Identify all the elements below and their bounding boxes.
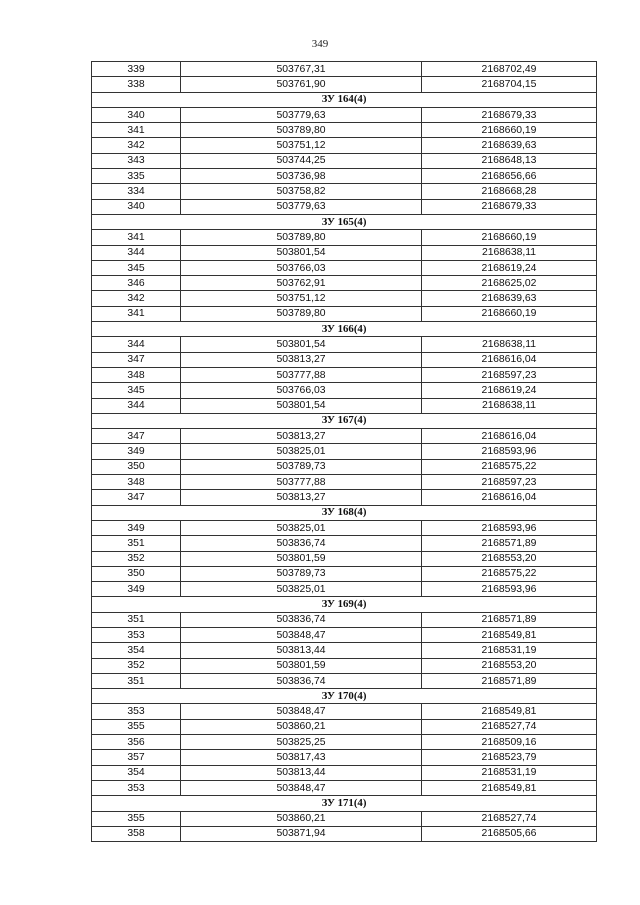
x-coordinate-cell: 503817,43: [181, 750, 422, 765]
table-row: [92, 735, 597, 750]
table-row: [92, 643, 597, 658]
y-coordinate-cell: 2168593,96: [422, 520, 597, 535]
table-row: [92, 383, 597, 398]
point-number-cell: 341: [92, 306, 181, 321]
section-header-row: [92, 322, 597, 337]
y-coordinate-cell: 2168593,96: [422, 444, 597, 459]
point-number-cell: 357: [92, 750, 181, 765]
x-coordinate-cell: 503801,54: [181, 337, 422, 352]
y-coordinate-cell: 2168660,19: [422, 230, 597, 245]
x-coordinate-cell: 503813,27: [181, 429, 422, 444]
y-coordinate-cell: 2168648,13: [422, 153, 597, 168]
section-header-label: ЗУ 169(4): [92, 597, 597, 612]
x-coordinate-cell: 503789,80: [181, 306, 422, 321]
table-row: [92, 306, 597, 321]
point-number-cell: 338: [92, 77, 181, 92]
x-coordinate-cell: 503848,47: [181, 780, 422, 795]
y-coordinate-cell: 2168505,66: [422, 826, 597, 841]
y-coordinate-cell: 2168575,22: [422, 566, 597, 581]
table-row: [92, 826, 597, 841]
point-number-cell: 334: [92, 184, 181, 199]
point-number-cell: 341: [92, 123, 181, 138]
y-coordinate-cell: 2168571,89: [422, 536, 597, 551]
table-row: [92, 276, 597, 291]
table-row: [92, 566, 597, 581]
x-coordinate-cell: 503744,25: [181, 153, 422, 168]
point-number-cell: 349: [92, 444, 181, 459]
table-row: [92, 459, 597, 474]
point-number-cell: 342: [92, 291, 181, 306]
section-header-label: ЗУ 168(4): [92, 505, 597, 520]
y-coordinate-cell: 2168549,81: [422, 780, 597, 795]
table-row: [92, 551, 597, 566]
point-number-cell: 345: [92, 260, 181, 275]
table-row: [92, 138, 597, 153]
x-coordinate-cell: 503813,44: [181, 765, 422, 780]
x-coordinate-cell: 503766,03: [181, 383, 422, 398]
table-row: [92, 352, 597, 367]
y-coordinate-cell: 2168656,66: [422, 169, 597, 184]
section-header-label: ЗУ 167(4): [92, 413, 597, 428]
y-coordinate-cell: 2168616,04: [422, 490, 597, 505]
point-number-cell: 349: [92, 520, 181, 535]
x-coordinate-cell: 503758,82: [181, 184, 422, 199]
table-row: [92, 719, 597, 734]
y-coordinate-cell: 2168571,89: [422, 673, 597, 688]
y-coordinate-cell: 2168531,19: [422, 765, 597, 780]
y-coordinate-cell: 2168593,96: [422, 582, 597, 597]
table-row: [92, 260, 597, 275]
table-row: [92, 536, 597, 551]
point-number-cell: 351: [92, 673, 181, 688]
table-row: [92, 582, 597, 597]
x-coordinate-cell: 503779,63: [181, 199, 422, 214]
point-number-cell: 352: [92, 551, 181, 566]
y-coordinate-cell: 2168571,89: [422, 612, 597, 627]
coordinates-table-body: [92, 62, 597, 842]
point-number-cell: 347: [92, 429, 181, 444]
point-number-cell: 354: [92, 643, 181, 658]
point-number-cell: 356: [92, 735, 181, 750]
table-row: [92, 169, 597, 184]
point-number-cell: 344: [92, 337, 181, 352]
table-row: [92, 398, 597, 413]
point-number-cell: 353: [92, 780, 181, 795]
y-coordinate-cell: 2168549,81: [422, 627, 597, 642]
x-coordinate-cell: 503825,01: [181, 520, 422, 535]
section-header-label: ЗУ 166(4): [92, 322, 597, 337]
y-coordinate-cell: 2168638,11: [422, 337, 597, 352]
y-coordinate-cell: 2168616,04: [422, 429, 597, 444]
x-coordinate-cell: 503813,44: [181, 643, 422, 658]
point-number-cell: 345: [92, 383, 181, 398]
y-coordinate-cell: 2168704,15: [422, 77, 597, 92]
x-coordinate-cell: 503751,12: [181, 291, 422, 306]
y-coordinate-cell: 2168527,74: [422, 811, 597, 826]
x-coordinate-cell: 503789,80: [181, 230, 422, 245]
x-coordinate-cell: 503751,12: [181, 138, 422, 153]
point-number-cell: 351: [92, 612, 181, 627]
x-coordinate-cell: 503761,90: [181, 77, 422, 92]
point-number-cell: 344: [92, 398, 181, 413]
y-coordinate-cell: 2168625,02: [422, 276, 597, 291]
table-row: [92, 107, 597, 122]
point-number-cell: 355: [92, 811, 181, 826]
table-row: [92, 291, 597, 306]
table-row: [92, 367, 597, 382]
point-number-cell: 352: [92, 658, 181, 673]
point-number-cell: 354: [92, 765, 181, 780]
x-coordinate-cell: 503825,01: [181, 444, 422, 459]
table-row: [92, 627, 597, 642]
table-row: [92, 750, 597, 765]
y-coordinate-cell: 2168616,04: [422, 352, 597, 367]
point-number-cell: 351: [92, 536, 181, 551]
section-header-row: [92, 689, 597, 704]
table-row: [92, 612, 597, 627]
y-coordinate-cell: 2168639,63: [422, 291, 597, 306]
point-number-cell: 340: [92, 107, 181, 122]
x-coordinate-cell: 503825,01: [181, 582, 422, 597]
x-coordinate-cell: 503848,47: [181, 627, 422, 642]
section-header-label: ЗУ 170(4): [92, 689, 597, 704]
coordinates-table: [91, 61, 597, 842]
point-number-cell: 350: [92, 459, 181, 474]
section-header-label: ЗУ 165(4): [92, 214, 597, 229]
point-number-cell: 348: [92, 367, 181, 382]
x-coordinate-cell: 503825,25: [181, 735, 422, 750]
point-number-cell: 355: [92, 719, 181, 734]
table-row: [92, 658, 597, 673]
x-coordinate-cell: 503779,63: [181, 107, 422, 122]
y-coordinate-cell: 2168668,28: [422, 184, 597, 199]
x-coordinate-cell: 503836,74: [181, 612, 422, 627]
table-row: [92, 765, 597, 780]
x-coordinate-cell: 503777,88: [181, 367, 422, 382]
x-coordinate-cell: 503860,21: [181, 811, 422, 826]
y-coordinate-cell: 2168619,24: [422, 260, 597, 275]
table-row: [92, 153, 597, 168]
y-coordinate-cell: 2168679,33: [422, 107, 597, 122]
point-number-cell: 350: [92, 566, 181, 581]
point-number-cell: 353: [92, 627, 181, 642]
table-row: [92, 184, 597, 199]
y-coordinate-cell: 2168527,74: [422, 719, 597, 734]
x-coordinate-cell: 503767,31: [181, 62, 422, 77]
section-header-label: ЗУ 164(4): [92, 92, 597, 107]
table-row: [92, 245, 597, 260]
section-header-row: [92, 796, 597, 811]
x-coordinate-cell: 503801,54: [181, 398, 422, 413]
point-number-cell: 339: [92, 62, 181, 77]
point-number-cell: 342: [92, 138, 181, 153]
table-row: [92, 811, 597, 826]
point-number-cell: 341: [92, 230, 181, 245]
point-number-cell: 347: [92, 490, 181, 505]
y-coordinate-cell: 2168553,20: [422, 658, 597, 673]
point-number-cell: 347: [92, 352, 181, 367]
table-row: [92, 230, 597, 245]
x-coordinate-cell: 503789,80: [181, 123, 422, 138]
point-number-cell: 335: [92, 169, 181, 184]
y-coordinate-cell: 2168575,22: [422, 459, 597, 474]
point-number-cell: 353: [92, 704, 181, 719]
x-coordinate-cell: 503789,73: [181, 566, 422, 581]
x-coordinate-cell: 503836,74: [181, 673, 422, 688]
x-coordinate-cell: 503801,59: [181, 551, 422, 566]
section-header-row: [92, 597, 597, 612]
table-row: [92, 199, 597, 214]
table-row: [92, 123, 597, 138]
page-number: 349: [311, 38, 329, 50]
section-header-label: ЗУ 171(4): [92, 796, 597, 811]
table-row: [92, 475, 597, 490]
point-number-cell: 358: [92, 826, 181, 841]
section-header-row: [92, 92, 597, 107]
y-coordinate-cell: 2168638,11: [422, 245, 597, 260]
y-coordinate-cell: 2168619,24: [422, 383, 597, 398]
table-row: [92, 62, 597, 77]
x-coordinate-cell: 503777,88: [181, 475, 422, 490]
table-row: [92, 429, 597, 444]
y-coordinate-cell: 2168660,19: [422, 123, 597, 138]
table-row: [92, 337, 597, 352]
y-coordinate-cell: 2168549,81: [422, 704, 597, 719]
x-coordinate-cell: 503801,59: [181, 658, 422, 673]
section-header-row: [92, 214, 597, 229]
x-coordinate-cell: 503860,21: [181, 719, 422, 734]
point-number-cell: 349: [92, 582, 181, 597]
y-coordinate-cell: 2168597,23: [422, 475, 597, 490]
x-coordinate-cell: 503836,74: [181, 536, 422, 551]
y-coordinate-cell: 2168553,20: [422, 551, 597, 566]
y-coordinate-cell: 2168660,19: [422, 306, 597, 321]
y-coordinate-cell: 2168679,33: [422, 199, 597, 214]
y-coordinate-cell: 2168509,16: [422, 735, 597, 750]
y-coordinate-cell: 2168639,63: [422, 138, 597, 153]
table-row: [92, 77, 597, 92]
point-number-cell: 343: [92, 153, 181, 168]
point-number-cell: 340: [92, 199, 181, 214]
x-coordinate-cell: 503789,73: [181, 459, 422, 474]
table-row: [92, 490, 597, 505]
y-coordinate-cell: 2168523,79: [422, 750, 597, 765]
section-header-row: [92, 505, 597, 520]
point-number-cell: 346: [92, 276, 181, 291]
y-coordinate-cell: 2168597,23: [422, 367, 597, 382]
x-coordinate-cell: 503766,03: [181, 260, 422, 275]
x-coordinate-cell: 503736,98: [181, 169, 422, 184]
y-coordinate-cell: 2168531,19: [422, 643, 597, 658]
y-coordinate-cell: 2168638,11: [422, 398, 597, 413]
table-row: [92, 704, 597, 719]
x-coordinate-cell: 503871,94: [181, 826, 422, 841]
table-row: [92, 520, 597, 535]
table-row: [92, 780, 597, 795]
point-number-cell: 344: [92, 245, 181, 260]
x-coordinate-cell: 503801,54: [181, 245, 422, 260]
point-number-cell: 348: [92, 475, 181, 490]
table-row: [92, 673, 597, 688]
y-coordinate-cell: 2168702,49: [422, 62, 597, 77]
section-header-row: [92, 413, 597, 428]
table-row: [92, 444, 597, 459]
x-coordinate-cell: 503762,91: [181, 276, 422, 291]
x-coordinate-cell: 503848,47: [181, 704, 422, 719]
x-coordinate-cell: 503813,27: [181, 352, 422, 367]
x-coordinate-cell: 503813,27: [181, 490, 422, 505]
